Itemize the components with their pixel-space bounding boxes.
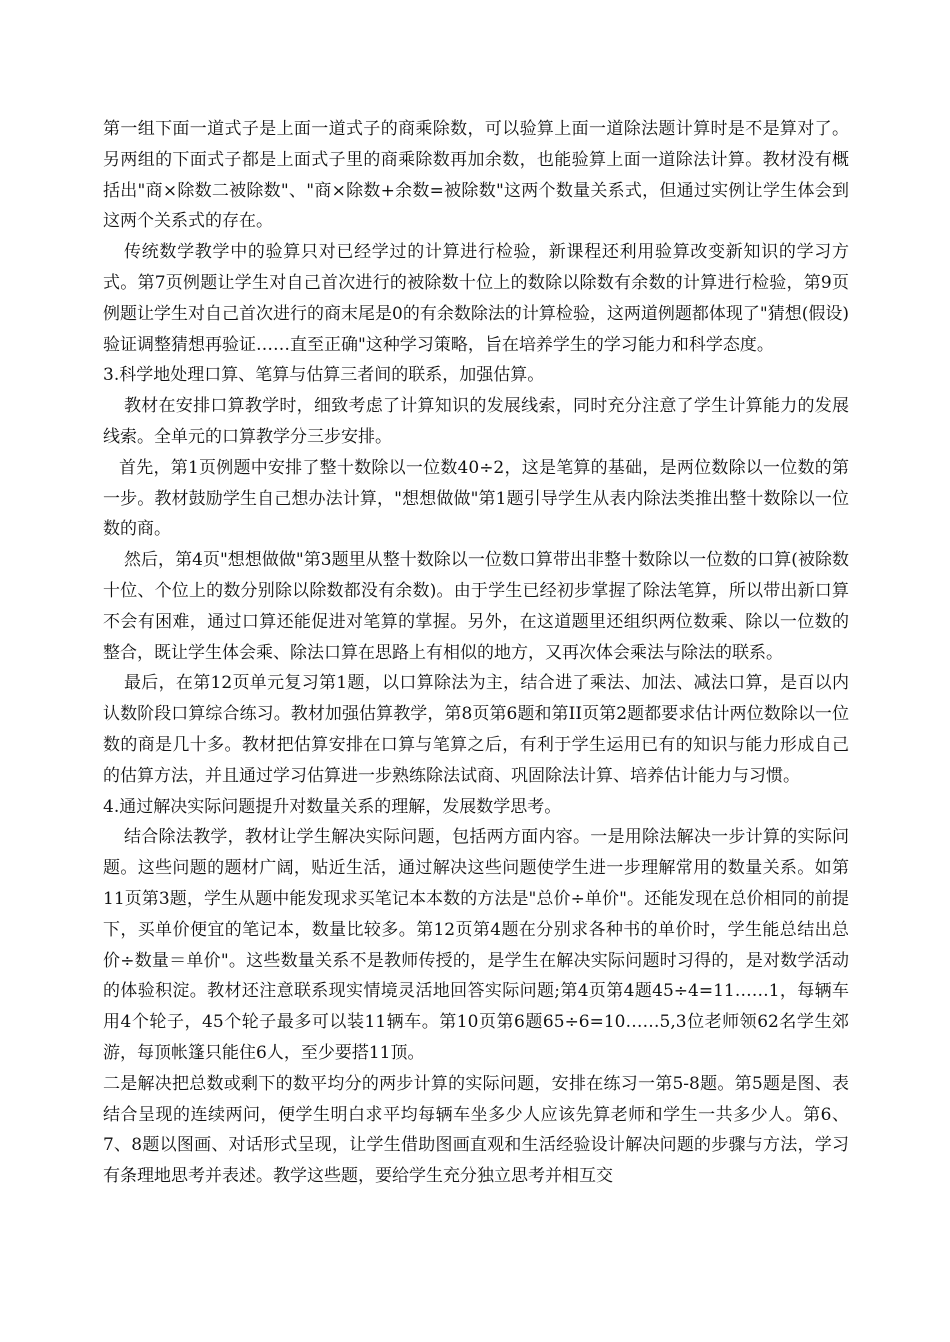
paragraph-learning-strategy: 传统数学教学中的验算只对已经学过的计算进行检验，新课程还利用验算改变新知识的学习方式。第7页例题让学生对自己首次进行的被除数十位上的数除以除数有余数的计算进行检验，第9页例题让学生对自己首次进行的商末尾是0的有余数除法的计算检验，这两道例题都体现了"猜想(假设)验证调整猜想再验证……直至正确"这种学习策略，旨在培养学生的学习能力和科学态度。	[103, 242, 849, 355]
section-heading-4: 4.通过解决实际问题提升对数量关系的理解，发展数学思考。	[103, 796, 562, 817]
paragraph-second-step: 然后，第4页"想想做做"第3题里从整十数除以一位数口算带出非整十数除以一位数的口算(被除数十位、个位上的数分别除以除数都没有余数)。由于学生已经初步掌握了除法笔算，所以带出新口算不会有困难，通过口算还能促进对笔算的掌握。另外，在这道题里还组织两位数乘、除以一位数的整合，既让学生体会乘、除法口算在思路上有相似的地方，又再次体会乘法与除法的联系。	[103, 550, 849, 663]
paragraph-real-problems-one-step: 结合除法教学，教材让学生解决实际问题，包括两方面内容。一是用除法解决一步计算的实际问题。这些问题的题材广阔，贴近生活，通过解决这些问题使学生进一步理解常用的数量关系。如第11页第3题，学生从题中能发现求买笔记本本数的方法是"总价÷单价"。还能发现在总价相同的前提下，买单价便宜的笔记本，数量比较多。第12页第4题在分别求各种书的单价时，学生能总结出总价÷数量＝单价"。这些数量关系不是教师传授的，是学生在解决实际问题时习得的，是对数学活动的体验积淀。教材还注意联系现实情境灵活地回答实际问题;第4页第4题45÷4=11……1，每辆车用4个轮子，45个轮子最多可以装11辆车。第10页第6题65÷6=10……5,3位老师领62名学生郊游，每顶帐篷只能住6人，至少要搭11顶。	[103, 827, 849, 1063]
paragraph-real-problems-two-step: 二是解决把总数或剩下的数平均分的两步计算的实际问题，安排在练习一第5-8题。第5题是图、表结合呈现的连续两问，便学生明白求平均每辆车坐多少人应该先算老师和学生一共多少人。第6、7、8题以图画、对话形式呈现，让学生借助图画直观和生活经验设计解决问题的步骤与方法，学习有条理地思考并表述。教学这些题，要给学生充分独立思考并相互交	[103, 1073, 849, 1187]
section-heading-3: 3.科学地处理口算、笔算与估算三者间的联系，加强估算。	[103, 365, 545, 386]
paragraph-first-step: 首先，第1页例题中安排了整十数除以一位数40÷2，这是笔算的基础，是两位数除以一位数的第一步。教材鼓励学生自己想办法计算，"想想做做"第1题引导学生从表内除法类推出整十数除以一位数的商。	[103, 457, 849, 540]
paragraph-oral-arithmetic-plan: 教材在安排口算教学时，细致考虑了计算知识的发展线索，同时充分注意了学生计算能力的发展线索。全单元的口算教学分三步安排。	[103, 396, 849, 447]
paragraph-final-step: 最后，在第12页单元复习第1题，以口算除法为主，结合进了乘法、加法、减法口算，是百以内认数阶段口算综合练习。教材加强估算教学，第8页第6题和第II页第2题都要求估计两位数除以一位数的商是几十多。教材把估算安排在口算与笔算之后，有利于学生运用已有的知识与能力形成自己的估算方法，并且通过学习估算进一步熟练除法试商、巩固除法计算、培养估计能力与习惯。	[103, 673, 849, 786]
document-body	[103, 114, 849, 1192]
paragraph-verification-examples: 第一组下面一道式子是上面一道式子的商乘除数，可以验算上面一道除法题计算时是不是算对了。另两组的下面式子都是上面式子里的商乘除数再加余数，也能验算上面一道除法计算。教材没有概括出"商×除数二被除数"、"商×除数+余数=被除数"这两个数量关系式，但通过实例让学生体会到这两个关系式的存在。	[103, 119, 849, 232]
